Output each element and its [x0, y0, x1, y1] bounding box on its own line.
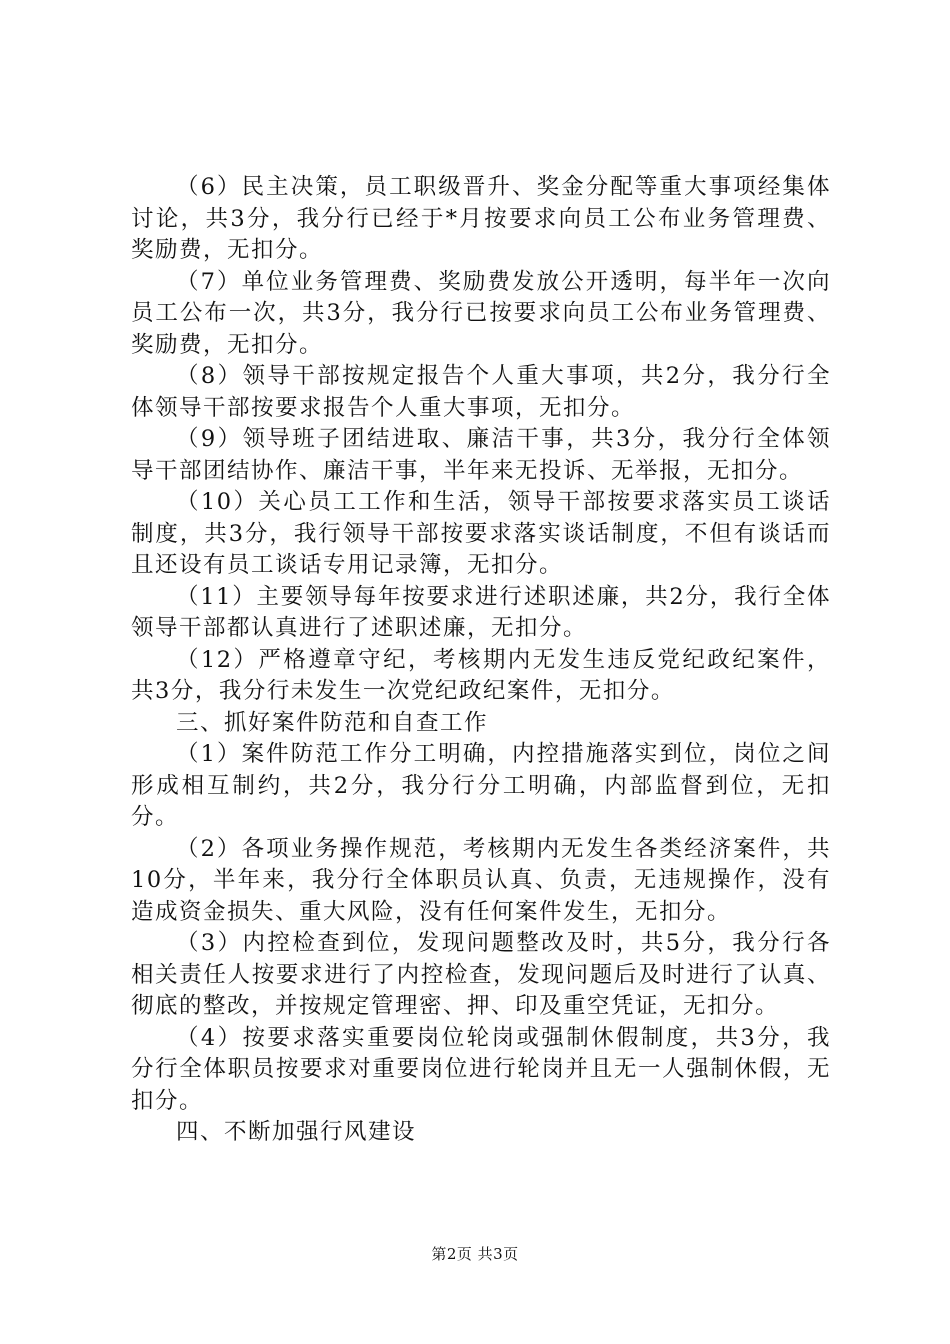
document-body	[131, 172, 831, 1149]
paragraph-item-9: （9）领导班子团结进取、廉洁干事，共3分，我分行全体领导干部团结协作、廉洁干事，半年来无投诉、无举报，无扣分。	[131, 426, 831, 484]
paragraph-item-3-1: （1）案件防范工作分工明确，内控措施落实到位，岗位之间形成相互制约，共2分，我分行分工明确，内部监督到位，无扣分。	[131, 741, 831, 830]
paragraph-item-8: （8）领导干部按规定报告个人重大事项，共2分，我分行全体领导干部按要求报告个人重大事项，无扣分。	[131, 363, 831, 421]
section-heading-4: 四、不断加强行风建设	[176, 1119, 417, 1145]
paragraph-item-12: （12）严格遵章守纪，考核期内无发生违反党纪政纪案件，共3分，我分行未发生一次党纪政纪案件，无扣分。	[131, 646, 831, 704]
paragraph-item-3-2: （2）各项业务操作规范，考核期内无发生各类经济案件，共10分，半年来，我分行全体职员认真、负责，无违规操作，没有造成资金损失、重大风险，没有任何案件发生，无扣分。	[131, 835, 831, 925]
paragraph-item-10: （10）关心员工工作和生活，领导干部按要求落实员工谈话制度，共3分，我行领导干部按要求落实谈话制度，不但有谈话而且还设有员工谈话专用记录簿，无扣分。	[131, 489, 831, 578]
paragraph-item-3-3: （3）内控检查到位，发现问题整改及时，共5分，我分行各相关责任人按要求进行了内控检查，发现问题后及时进行了认真、彻底的整改，并按规定管理密、押、印及重空凭证，无扣分。	[131, 930, 831, 1019]
paragraph-item-6: （6）民主决策，员工职级晋升、奖金分配等重大事项经集体讨论，共3分，我分行已经于*月按要求向员工公布业务管理费、奖励费，无扣分。	[131, 174, 831, 263]
paragraph-item-7: （7）单位业务管理费、奖励费发放公开透明，每半年一次向员工公布一次，共3分，我分行已按要求向员工公布业务管理费、奖励费，无扣分。	[131, 268, 831, 358]
paragraph-item-11: （11）主要领导每年按要求进行述职述廉，共2分，我行全体领导干部都认真进行了述职述廉，无扣分。	[131, 583, 831, 641]
page-number-footer: 第2页 共3页	[431, 1245, 519, 1263]
section-heading-3: 三、抓好案件防范和自查工作	[176, 709, 489, 736]
paragraph-item-3-4: （4）按要求落实重要岗位轮岗或强制休假制度，共3分，我分行全体职员按要求对重要岗位进行轮岗并且无一人强制休假，无扣分。	[131, 1024, 831, 1114]
